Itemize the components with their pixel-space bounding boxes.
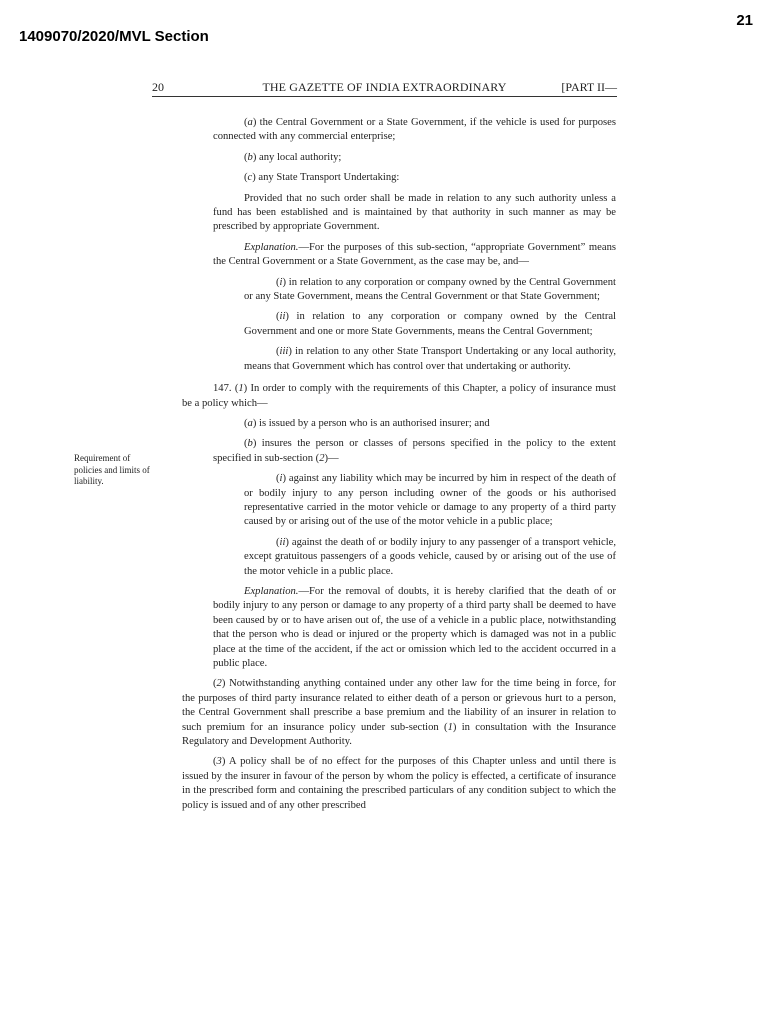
margin-note: Requirement of policies and limits of liability. — [74, 453, 150, 486]
text-segment: ( — [244, 417, 248, 429]
text-segment: iii — [279, 346, 289, 358]
text-segment: ii — [279, 536, 286, 548]
text-segment: ) In order to comply with the requirements of this Chapter, a policy of insurance must be a policy which— — [182, 383, 616, 409]
paragraph-p13 — [244, 536, 616, 579]
text-segment: c — [247, 172, 253, 184]
text-segment: ( — [276, 311, 280, 323]
text-segment: ) A policy shall be of no effect for the purposes of this Chapter unless and until there is issued by the insurer in favour of the person by whom the policy is effected, a certificate of insurance in the prescribed form and containing the prescribed particulars of any condition subject to which the policy is issued and of any other prescribed — [182, 756, 616, 811]
text-segment: Explanation. — [244, 241, 299, 253]
document-body — [182, 116, 616, 819]
text-segment: ) in relation to any corporation or company owned by the Central Government or any State Government, means the Central Government or that State Government; — [244, 276, 616, 303]
paragraph-p9 — [182, 382, 616, 411]
text-segment: ) any State Transport Undertaking: — [252, 172, 400, 184]
text-segment: )— — [324, 452, 339, 464]
paragraph-p3 — [213, 171, 616, 185]
paragraph-p2 — [213, 151, 616, 165]
text-segment: ) insures the person or classes of persons specified in the policy to the extent specified in sub-section ( — [213, 438, 616, 464]
text-segment: ( — [276, 473, 280, 485]
header-title: THE GAZETTE OF INDIA EXTRAORDINARY — [262, 80, 507, 94]
text-segment: ( — [213, 756, 217, 768]
text-segment: —For the removal of doubts, it is hereby clarified that the death of or bodily injury to any person or damage to any property of a third party shall be deemed to have been caused by or to have arisen out of, the use of a vehicle in a public place, notwithstanding that the person who is dead or injured or the property which is damaged was not in a public place at the time of the accident, if the act or omission which led to the accident occurred in a public place. — [213, 585, 616, 669]
text-segment: a — [247, 417, 253, 429]
paragraph-p14 — [213, 585, 616, 671]
text-segment: ) in consultation with the Insurance Regulatory and Development Authority. — [182, 721, 616, 748]
text-segment: ( — [244, 438, 248, 450]
text-segment: 147. ( — [213, 383, 239, 395]
text-segment: ( — [276, 276, 280, 288]
paragraph-p1 — [213, 116, 616, 145]
text-segment: 2 — [319, 452, 325, 464]
text-segment: ) any local authority; — [252, 151, 342, 163]
text-segment: ( — [276, 536, 280, 548]
text-segment: ) against any liability which may be incurred by him in respect of the death of or bodily injury to any person including owner of the goods or his authorised representative carried in the motor vehicle or damage to any property of a third party caused by or arising out of the use of the motor vehicle in a public place; — [244, 473, 616, 528]
text-segment: Provided that no such order shall be made in relation to any such authority unless a fund has been established and is maintained by that authority in such manner as may be prescribed by appropriate Government. — [213, 192, 616, 233]
text-segment: ( — [244, 172, 248, 184]
text-segment: 3 — [216, 756, 222, 768]
paragraph-p6 — [244, 276, 616, 305]
text-segment: ) in relation to any corporation or company owned by the Central Government and one or more State Governments, means the Central Government; — [244, 311, 616, 337]
text-segment: ( — [244, 151, 248, 163]
text-segment: 1 — [238, 383, 244, 395]
text-segment: ( — [276, 346, 280, 358]
scan-page-number: 21 — [736, 12, 753, 29]
paragraph-p8 — [244, 345, 616, 374]
paragraph-p7 — [244, 310, 616, 339]
text-segment: ) the Central Government or a State Government, if the vehicle is used for purposes connected with any commercial enterprise; — [213, 117, 616, 143]
text-segment: ) Notwithstanding anything contained under any other law for the time being in force, for the purposes of third party insurance related to either death of a person or grievous hurt to a person, the Central Government shall prescribe a base premium and the liability of an insurer in relation to such premium for an insurance policy under sub-section ( — [182, 678, 616, 733]
text-segment: 2 — [216, 678, 222, 690]
paragraph-p16 — [182, 755, 616, 813]
text-segment: Explanation. — [244, 585, 299, 597]
paragraph-p11 — [213, 437, 616, 466]
text-segment: b — [247, 151, 253, 163]
text-segment: i — [279, 473, 283, 485]
text-segment: 1 — [447, 721, 453, 733]
text-segment: ) in relation to any other State Transport Undertaking or any local authority, means that Government which has control over that undertaking or authority. — [244, 346, 616, 372]
file-reference: 1409070/2020/MVL Section — [19, 28, 209, 45]
paragraph-p12 — [244, 472, 616, 530]
text-segment: ) is issued by a person who is an authorised insurer; and — [252, 417, 490, 429]
text-segment: —For the purposes of this sub-section, “appropriate Government” means the Central Government or a State Government, as the case may be, and— — [213, 241, 616, 268]
text-segment: a — [247, 117, 253, 128]
text-segment: ii — [279, 311, 286, 323]
text-segment: ) against the death of or bodily injury to any passenger of a transport vehicle, except gratuitous passengers of a goods vehicle, caused by or arising out of the use of the motor vehicle in a public place. — [244, 536, 616, 577]
paragraph-p4 — [213, 192, 616, 235]
text-segment: ( — [213, 678, 217, 690]
text-segment: ( — [244, 117, 248, 128]
header-page-number: 20 — [152, 80, 164, 94]
text-segment: b — [247, 438, 253, 450]
gazette-header — [152, 80, 617, 97]
header-part: [PART II— — [561, 80, 617, 94]
paragraph-p10 — [213, 417, 616, 431]
paragraph-p5 — [213, 241, 616, 270]
paragraph-p15 — [182, 677, 616, 749]
text-segment: i — [279, 276, 283, 288]
